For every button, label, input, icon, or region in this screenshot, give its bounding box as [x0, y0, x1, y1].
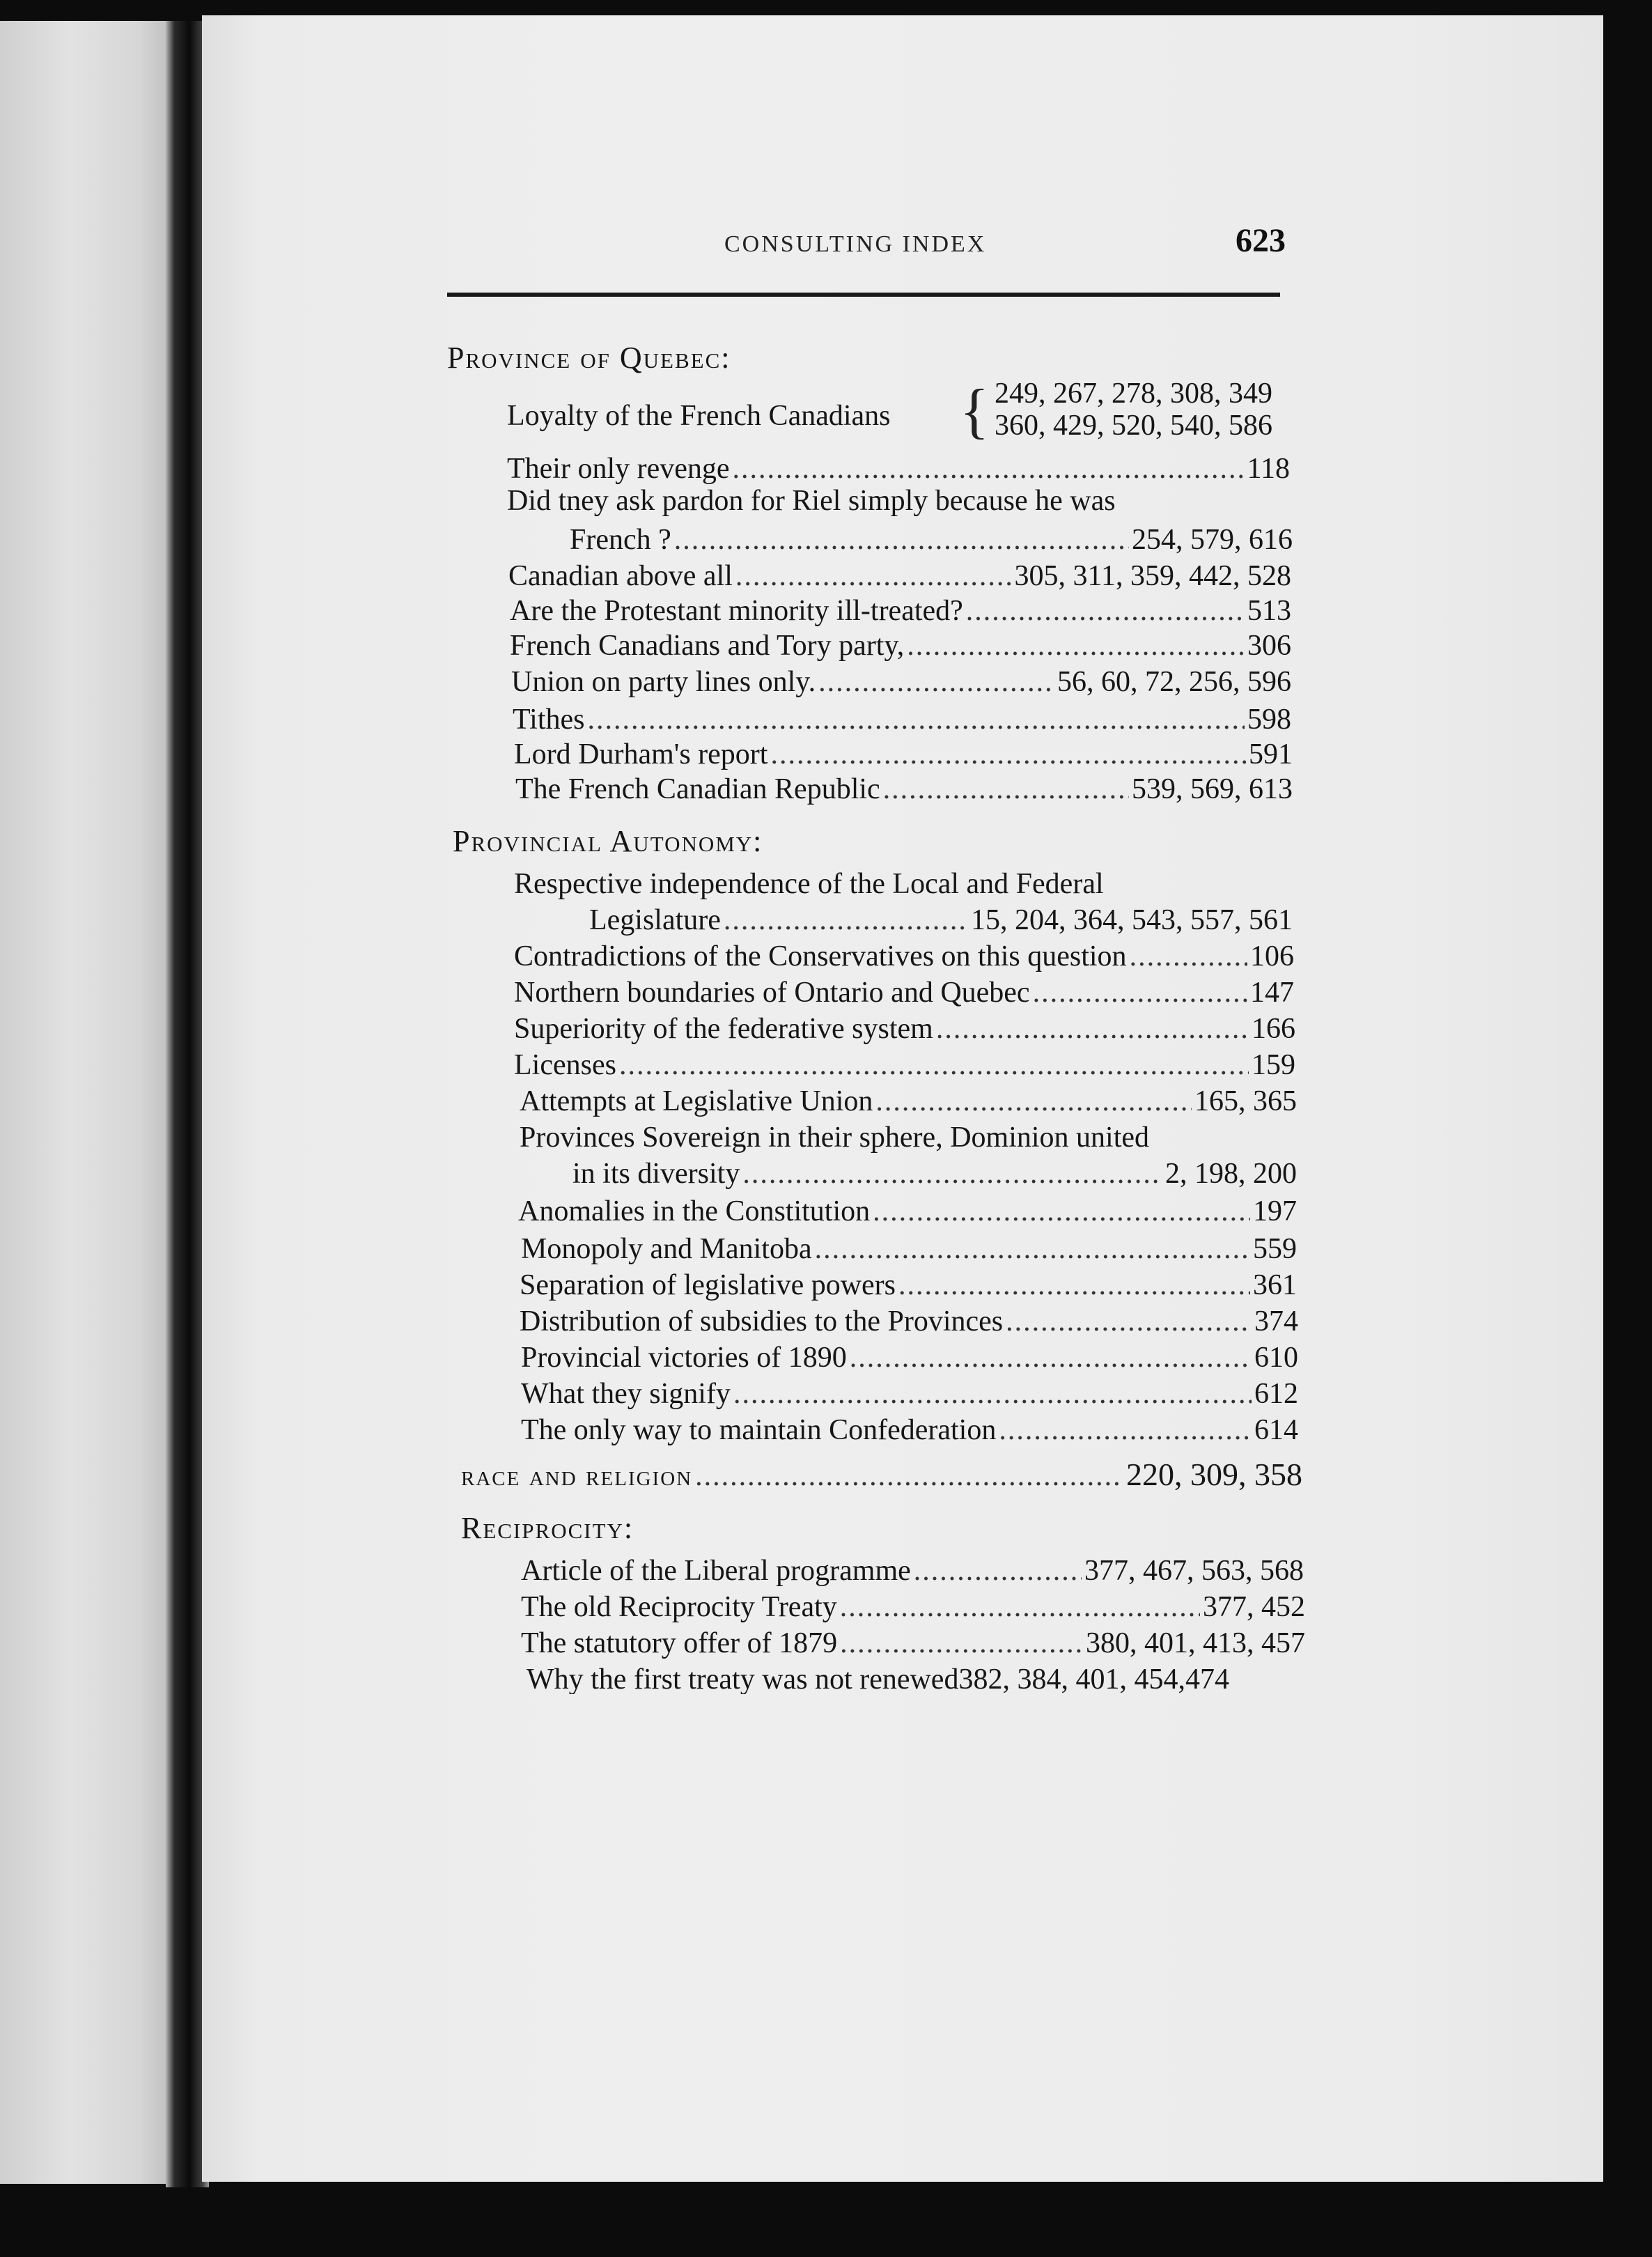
header-rule	[447, 293, 1280, 297]
entry-subsidies: Distribution of subsidies to the Provinces ..... 374	[520, 1307, 1298, 1336]
entry-durham-report: Lord Durham's report ..... 591	[514, 740, 1293, 769]
entry-revenge: Their only revenge ..... 118	[507, 454, 1290, 483]
entry-maintain-confederation: The only way to maintain Confederation ..... 614	[521, 1416, 1298, 1445]
entry-loyalty-label: Loyalty of the French Canadians	[507, 400, 891, 432]
entry-statutory-offer: The statutory offer of 1879 ..... 380, 401, 413, 457	[521, 1629, 1305, 1658]
entry-provincial-victories: Provincial victories of 1890 ..... 610	[521, 1343, 1298, 1372]
entry-loyalty-pages-2: 360, 429, 520, 540, 586	[995, 410, 1272, 442]
entry-party-lines: Union on party lines only. ..... 56, 60, 72, 256, 596	[511, 667, 1291, 697]
left-page-edge	[0, 21, 174, 2184]
section-heading-quebec: Province of Quebec:	[447, 341, 731, 375]
entry-loyalty-pages-1: 249, 267, 278, 308, 349	[995, 378, 1272, 410]
section-heading-autonomy: Provincial Autonomy:	[453, 824, 763, 858]
entry-race-and-religion: race and religion ..... 220, 309, 358	[461, 1459, 1302, 1491]
entry-federative-system: Superiority of the federative system ..... 166	[514, 1014, 1295, 1044]
entry-anomalies: Anomalies in the Constitution ..... 197	[518, 1197, 1297, 1226]
entry-northern-boundaries: Northern boundaries of Ontario and Quebec ..... 147	[514, 978, 1294, 1007]
entry-licenses: Licenses ..... 159	[514, 1050, 1295, 1080]
entry-protestant-minority: Are the Protestant minority ill-treated? ..... 513	[510, 596, 1291, 626]
entry-contradictions: Contradictions of the Conservatives on this question ..... 106	[514, 942, 1294, 971]
entry-independence: Legislature ..... 15, 204, 364, 543, 557, 561	[589, 906, 1293, 935]
entry-pardon-line1: Did tney ask pardon for Riel simply because he was	[507, 485, 1116, 517]
entry-sovereign: in its diversity ..... 2, 198, 200	[572, 1159, 1297, 1188]
entry-independence-line1: Respective independence of the Local and Federal	[514, 868, 1104, 900]
entry-old-reciprocity-treaty: The old Reciprocity Treaty ..... 377, 452	[521, 1592, 1305, 1622]
entry-french-canadian-republic: The French Canadian Republic ..... 539, 569, 613	[515, 775, 1293, 804]
entry-pardon: French ? ..... 254, 579, 616	[570, 525, 1293, 554]
brace: {	[960, 378, 990, 445]
entry-tory-party: French Canadians and Tory party, ..... 306	[510, 631, 1291, 660]
entry-treaty-not-renewed: Why the first treaty was not renewed382, 384, 401, 454,474	[527, 1665, 1229, 1694]
page-number: 623	[1236, 222, 1286, 259]
entry-sovereign-line1: Provinces Sovereign in their sphere, Dominion united	[520, 1122, 1150, 1154]
section-heading-reciprocity: Reciprocity:	[461, 1511, 634, 1545]
running-head: CONSULTING INDEX	[724, 231, 987, 257]
entry-legislative-union: Attempts at Legislative Union ..... 165, 365	[520, 1087, 1297, 1116]
entry-canadian-above-all: Canadian above all ..... 305, 311, 359, 442, 528	[508, 561, 1291, 591]
entry-tithes: Tithes ..... 598	[513, 705, 1291, 734]
entry-what-they-signify: What they signify ..... 612	[521, 1379, 1298, 1409]
entry-liberal-programme: Article of the Liberal programme ..... 377, 467, 563, 568	[521, 1556, 1304, 1585]
entry-separation-of-powers: Separation of legislative powers ..... 361	[520, 1271, 1297, 1300]
entry-manitoba: Monopoly and Manitoba ..... 559	[521, 1234, 1297, 1264]
